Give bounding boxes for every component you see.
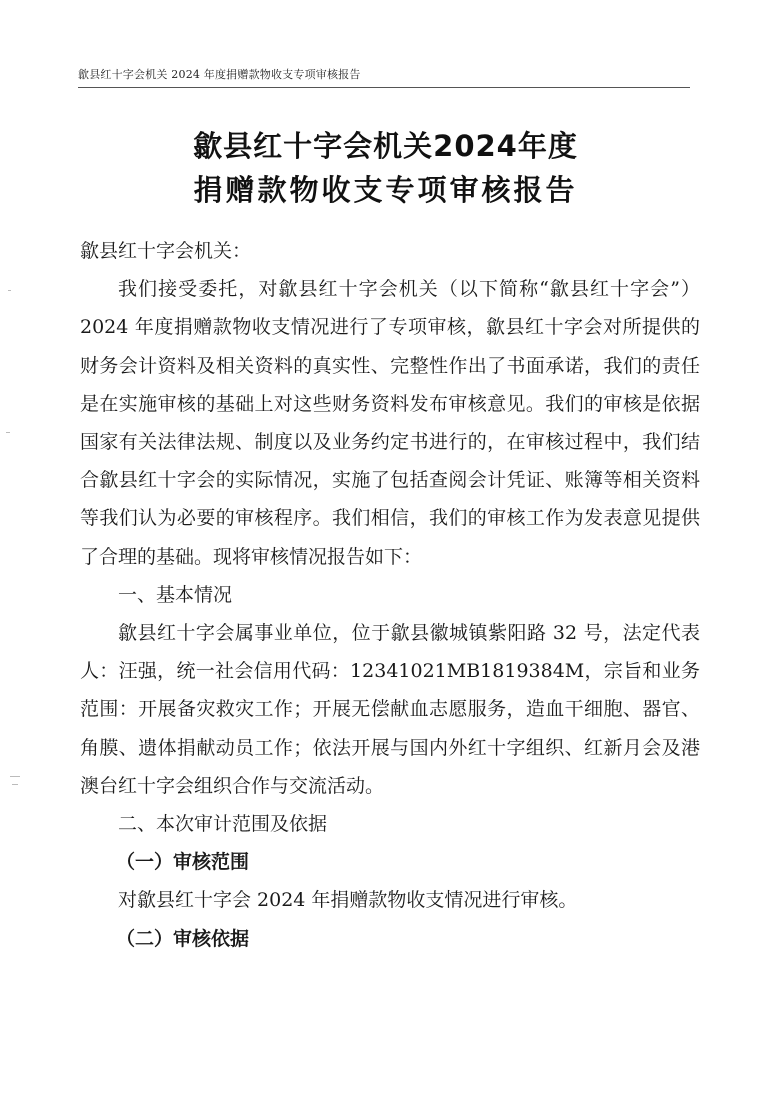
scan-mark bbox=[12, 784, 18, 785]
report-body bbox=[80, 232, 700, 958]
salutation: 歙县红十字会机关： bbox=[80, 240, 252, 262]
scan-mark bbox=[6, 432, 10, 433]
intro-paragraph: 我们接受委托，对歙县红十字会机关（以下简称“歙县红十字会”）2024 年度捐赠款物收支情况进行了专项审核，歙县红十字会对所提供的财务会计资料及相关资料的真实性、完整性作出了书面承诺，我们的责任是在实施审核的基础上对这些财务资料发布审核意见。我们的审核是依据国家有关法律法规、制度以及业务约定书进行的，在审核过程中，我们结合歙县红十字会的实际情况，实施了包括查阅会计凭证、账簿等相关资料等我们认为必要的审核程序。我们相信，我们的审核工作为发表意见提供了合理的基础。现将审核情况报告如下： bbox=[80, 278, 700, 568]
subsection-2-heading: （二）审核依据 bbox=[116, 927, 250, 950]
report-title-line-2: 捐赠款物收支专项审核报告 bbox=[193, 173, 578, 207]
scan-mark bbox=[10, 776, 20, 777]
running-header: 歙县红十字会机关 2024 年度捐赠款物收支专项审核报告 bbox=[78, 66, 690, 88]
report-title-line-1: 歙县红十字会机关2024年度 bbox=[193, 129, 578, 163]
section-1-heading: 一、基本情况 bbox=[118, 583, 233, 606]
section-2-heading: 二、本次审计范围及依据 bbox=[118, 813, 328, 836]
section-1-paragraph: 歙县红十字会属事业单位，位于歙县徽城镇紫阳路 32 号，法定代表人：汪强，统一社会信用代码：12341021MB1819384M，宗旨和业务范围：开展备灾救灾工作；开展无偿献血志愿服务，造血干细胞、器官、角膜、遗体捐献动员工作；依法开展与国内外红十字组织、红新月会及港澳台红十字会组织合作与交流活动。 bbox=[80, 622, 700, 797]
subsection-1-heading: （一）审核范围 bbox=[116, 851, 250, 874]
scan-mark bbox=[8, 290, 11, 291]
subsection-1-paragraph: 对歙县红十字会 2024 年捐赠款物收支情况进行审核。 bbox=[118, 889, 578, 912]
